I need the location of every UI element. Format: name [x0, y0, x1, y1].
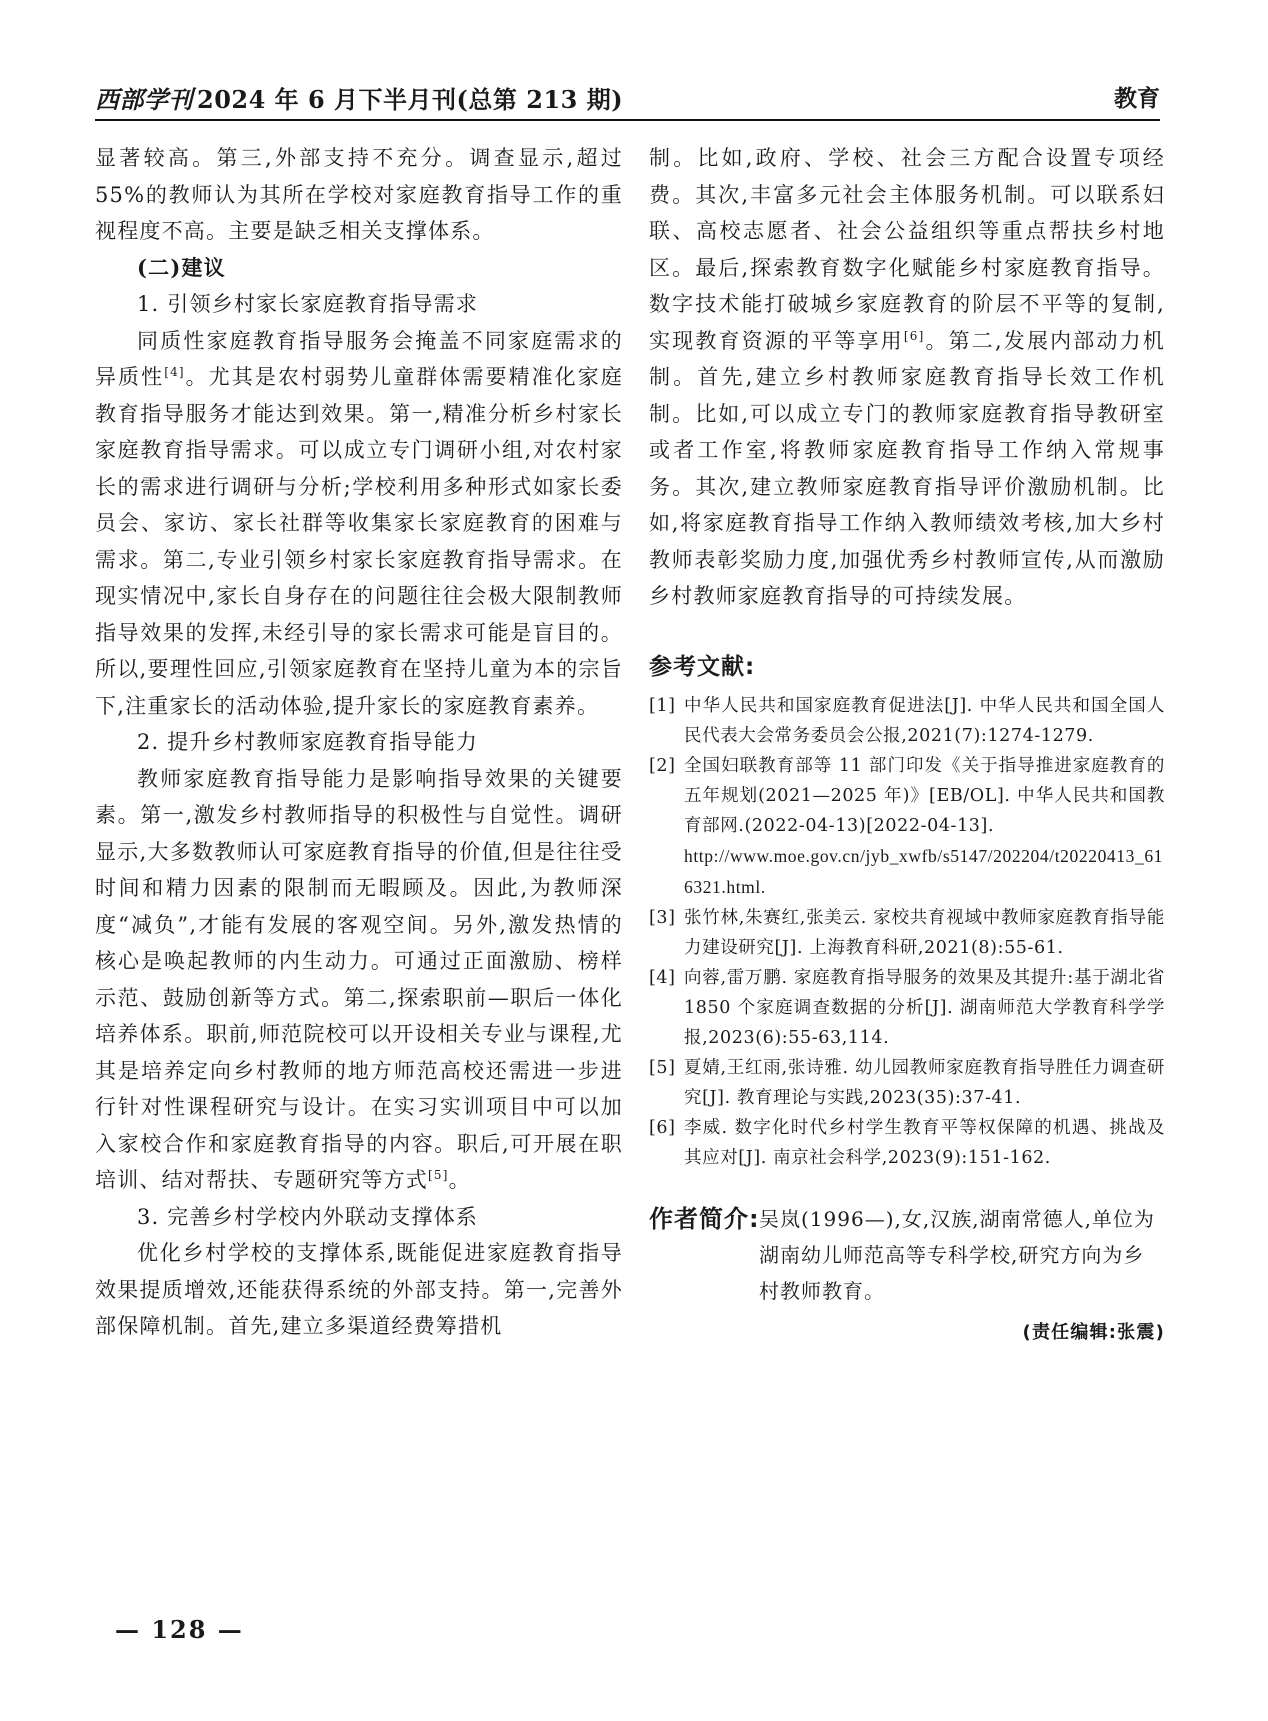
paragraph-3-text-b: 。 [448, 1168, 471, 1192]
paragraph-2-text-b: 。尤其是农村弱势儿童群体需要精准化家庭教育指导服务才能达到效果。第一,精准分析乡村家长家庭教育指导需求。可以成立专门调研小组,对农村家长的需求进行调研与分析;学校利用多种形式如家长委员会、家访、家长社群等收集家长家庭教育的困难与需求。第二,专业引领乡村家长家庭教育指导需求。在现实情况中,家长自身存在的问题往往会极大限制教师指导效果的发挥,未经引导的家长需求可能是盲目的。所以,要理性回应,引领家庭教育在坚持儿童为本的宗旨下,注重家长的活动体验,提升家长的家庭教育素养。 [95, 365, 623, 718]
subsection-heading: (二)建议 [137, 254, 226, 280]
right-column [649, 140, 1165, 1352]
left-column [95, 140, 623, 1345]
paragraph-2 [95, 323, 623, 725]
reference-item [649, 691, 1165, 751]
page-header [95, 78, 1160, 118]
paragraph-2-text-a: 同质性家庭教育指导服务会掩盖不同家庭需求的异质性 [95, 328, 623, 389]
journal-issue: 2024 年 6 月下半月刊(总第 213 期) [197, 85, 624, 114]
reference-item [649, 903, 1165, 963]
reference-text: 张竹林,朱赛红,张美云. 家校共育视域中教师家庭教育指导能力建设研究[J]. 上海教育科研,2021(8):55-61. [684, 908, 1165, 958]
author-bio-text: 吴岚(1996—),女,汉族,湖南常德人,单位为湖南幼儿师范高等专科学校,研究方向为乡村教师教育。 [759, 1207, 1155, 1303]
journal-title [95, 80, 623, 115]
reference-text: 全国妇联教育部等 11 部门印发《关于指导推进家庭教育的五年规划(2021—2025 年)》[EB/OL]. 中华人民共和国教育部网.(2022-04-13)[2022-04-13]. [684, 756, 1165, 836]
journal-logo: 西部学刊 [95, 85, 193, 114]
reference-number: [1] [649, 696, 676, 716]
reference-number: [3] [649, 908, 676, 928]
paragraph-5 [649, 140, 1165, 615]
page-number: — 128 — [115, 1615, 244, 1644]
section-label: 教育 [1114, 85, 1160, 112]
citation-4: [4] [164, 365, 185, 379]
reference-number: [2] [649, 756, 676, 776]
reference-item [649, 963, 1165, 1053]
header-rule [95, 119, 1160, 121]
reference-url[interactable]: http://www.moe.gov.cn/jyb_xwfb/s5147/202204/t20220413_616321.html. [684, 846, 1164, 897]
reference-item [649, 1053, 1165, 1113]
reference-text: 向蓉,雷万鹏. 家庭教育指导服务的效果及其提升:基于湖北省 1850 个家庭调查数据的分析[J]. 湖南师范大学教育科学学报,2023(6):55-63,114. [684, 968, 1165, 1048]
responsible-editor: (责任编辑:张震) [1022, 1322, 1165, 1343]
reference-text: 中华人民共和国家庭教育促进法[J]. 中华人民共和国全国人民代表大会常务委员会公报,2021(7):1274-1279. [684, 696, 1165, 746]
reference-number: [6] [649, 1118, 676, 1138]
reference-text: 李威. 数字化时代乡村学生教育平等权保障的机遇、挑战及其应对[J]. 南京社会科学,2023(9):151-162. [684, 1118, 1165, 1168]
reference-number: [4] [649, 968, 676, 988]
heading-2: 2. 提升乡村教师家庭教育指导能力 [137, 730, 479, 754]
citation-5: [5] [428, 1168, 449, 1182]
references-title: 参考文献: [649, 653, 756, 680]
paragraph-3 [95, 761, 623, 1199]
author-bio-label: 作者简介: [649, 1205, 760, 1233]
citation-6: [6] [903, 328, 925, 343]
reference-item [649, 1113, 1165, 1173]
heading-1: 1. 引领乡村家长家庭教育指导需求 [137, 292, 479, 316]
paragraph-5-text-a: 制。比如,政府、学校、社会三方配合设置专项经费。其次,丰富多元社会主体服务机制。可以联系妇联、高校志愿者、社会公益组织等重点帮扶乡村地区。最后,探索教育数字化赋能乡村家庭教育指导。数字技术能打破城乡家庭教育的阶层不平等的复制,实现教育资源的平等享用 [649, 146, 1165, 353]
paragraph-3-text-a: 教师家庭教育指导能力是影响指导效果的关键要素。第一,激发乡村教师指导的积极性与自觉性。调研显示,大多数教师认可家庭教育指导的价值,但是往往受时间和精力因素的限制而无暇顾及。因此,为教师深度“减负”,才能有发展的客观空间。另外,激发热情的核心是唤起教师的内生动力。可通过正面激励、榜样示范、鼓励创新等方式。第二,探索职前—职后一体化培养体系。职前,师范院校可以开设相关专业与课程,尤其是培养定向乡村教师的地方师范高校还需进一步进行针对性课程研究与设计。在实习实训项目中可以加入家校合作和家庭教育指导的内容。职后,可开展在职培训、结对帮扶、专题研究等方式 [95, 766, 623, 1192]
references-list [649, 691, 1165, 1173]
author-bio [649, 1201, 1165, 1309]
paragraph-4: 优化乡村学校的支撑体系,既能促进家庭教育指导效果提质增效,还能获得系统的外部支持。第一,完善外部保障机制。首先,建立多渠道经费筹措机 [95, 1241, 623, 1338]
reference-item [649, 751, 1165, 903]
reference-text: 夏婧,王红雨,张诗雅. 幼儿园教师家庭教育指导胜任力调查研究[J]. 教育理论与实践,2023(35):37-41. [684, 1058, 1165, 1108]
paragraph-continued: 显著较高。第三,外部支持不充分。调查显示,超过 55%的教师认为其所在学校对家庭教育指导工作的重视程度不高。主要是缺乏相关支撑体系。 [95, 146, 623, 243]
reference-number: [5] [649, 1058, 676, 1078]
paragraph-5-text-b: 。第二,发展内部动力机制。首先,建立乡村教师家庭教育指导长效工作机制。比如,可以成立专门的教师家庭教育指导教研室或者工作室,将教师家庭教育指导工作纳入常规事务。其次,建立教师家庭教育指导评价激励机制。比如,将家庭教育指导工作纳入教师绩效考核,加大乡村教师表彰奖励力度,加强优秀乡村教师宣传,从而激励乡村教师家庭教育指导的可持续发展。 [649, 328, 1165, 608]
heading-3: 3. 完善乡村学校内外联动支撑体系 [137, 1204, 479, 1229]
